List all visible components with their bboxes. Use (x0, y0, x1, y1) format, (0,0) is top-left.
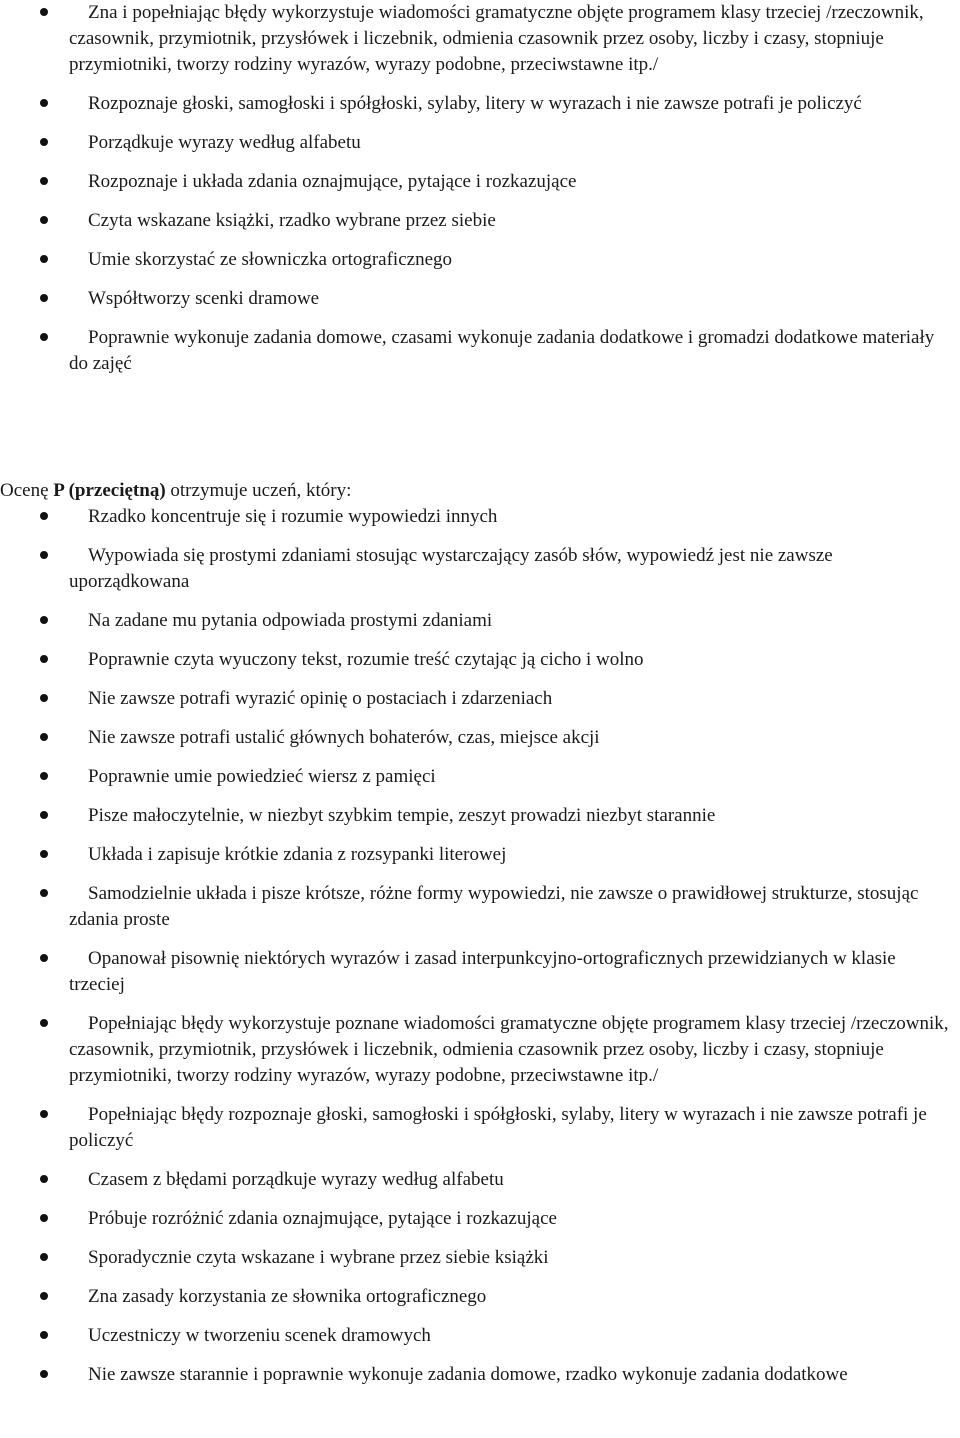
list-item: Umie skorzystać ze słowniczka ortograficznego (0, 247, 960, 273)
list-item: Poprawnie wykonuje zadania domowe, czasami wykonuje zadania dodatkowe i gromadzi dodatkowe materiały do zajęć (0, 325, 960, 377)
list-item: Nie zawsze potrafi ustalić głównych bohaterów, czas, miejsce akcji (0, 725, 960, 751)
list-item: Popełniając błędy wykorzystuje poznane wiadomości gramatyczne objęte programem klasy trzeciej /rzeczownik, czasownik, przymiotnik, przysłówek i liczebnik, odmienia czasownik przez osoby, liczby i czasy, stopniuje przymiotniki, tworzy rodziny wyrazów, wyrazy podobne, przeciwstawne itp./ (0, 1011, 960, 1089)
list-item: Zna i popełniając błędy wykorzystuje wiadomości gramatyczne objęte programem klasy trzeciej /rzeczownik, czasownik, przymiotnik, przysłówek i liczebnik, odmienia czasownik przez osoby, liczby i czasy, stopniuje przymiotniki, tworzy rodziny wyrazów, wyrazy podobne, przeciwstawne itp./ (0, 0, 960, 78)
list-item: Porządkuje wyrazy według alfabetu (0, 130, 960, 156)
list-item: Poprawnie umie powiedzieć wiersz z pamięci (0, 764, 960, 790)
list-item: Rzadko koncentruje się i rozumie wypowiedzi innych (0, 504, 960, 530)
criteria-list-top (0, 0, 960, 377)
list-item: Pisze małoczytelnie, w niezbyt szybkim tempie, zeszyt prowadzi niezbyt starannie (0, 803, 960, 829)
list-item: Czasem z błędami porządkuje wyrazy według alfabetu (0, 1167, 960, 1193)
list-item: Sporadycznie czyta wskazane i wybrane przez siebie książki (0, 1245, 960, 1271)
list-item: Rozpoznaje i układa zdania oznajmujące, pytające i rozkazujące (0, 169, 960, 195)
list-item: Na zadane mu pytania odpowiada prostymi zdaniami (0, 608, 960, 634)
list-item: Czyta wskazane książki, rzadko wybrane przez siebie (0, 208, 960, 234)
list-item: Uczestniczy w tworzeniu scenek dramowych (0, 1323, 960, 1349)
list-item: Poprawnie czyta wyuczony tekst, rozumie treść czytając ją cicho i wolno (0, 647, 960, 673)
list-item: Próbuje rozróżnić zdania oznajmujące, pytające i rozkazujące (0, 1206, 960, 1232)
criteria-list-grade-p (0, 504, 960, 1388)
list-item: Nie zawsze potrafi wyrazić opinię o postaciach i zdarzeniach (0, 686, 960, 712)
list-item: Zna zasady korzystania ze słownika ortograficznego (0, 1284, 960, 1310)
list-item: Samodzielnie układa i pisze krótsze, różne formy wypowiedzi, nie zawsze o prawidłowej strukturze, stosując zdania proste (0, 881, 960, 933)
grade-heading-prefix: Ocenę (0, 480, 54, 501)
list-item: Wypowiada się prostymi zdaniami stosując wystarczający zasób słów, wypowiedź jest nie zawsze uporządkowana (0, 543, 960, 595)
list-item: Nie zawsze starannie i poprawnie wykonuje zadania domowe, rzadko wykonuje zadania dodatkowe (0, 1362, 960, 1388)
list-item: Układa i zapisuje krótkie zdania z rozsypanki literowej (0, 842, 960, 868)
list-item: Opanował pisownię niektórych wyrazów i zasad interpunkcyjno-ortograficznych przewidzianych w klasie trzeciej (0, 946, 960, 998)
grade-heading-suffix: otrzymuje uczeń, który: (165, 480, 352, 501)
list-item: Współtworzy scenki dramowe (0, 286, 960, 312)
list-item: Popełniając błędy rozpoznaje głoski, samogłoski i spółgłoski, sylaby, litery w wyrazach i nie zawsze potrafi je policzyć (0, 1102, 960, 1154)
grade-heading (0, 478, 960, 504)
list-item: Rozpoznaje głoski, samogłoski i spółgłoski, sylaby, litery w wyrazach i nie zawsze potrafi je policzyć (0, 91, 960, 117)
grade-label: P (przeciętną) (53, 480, 166, 501)
